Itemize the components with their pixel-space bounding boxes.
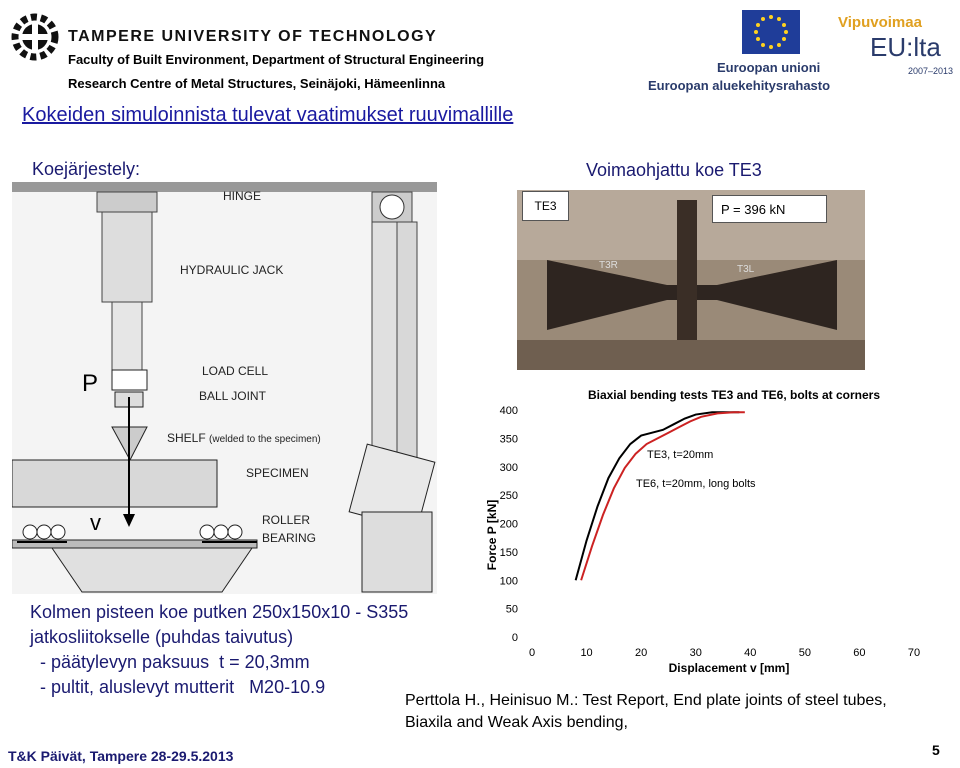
test-description [30,600,408,700]
chart-title: Biaxial bending tests TE3 and TE6, bolts at corners [587,388,881,402]
legend-te6: TE6, t=20mm, long bolts [636,478,756,490]
y-tick-label: 250 [499,490,518,503]
eulta-years: 2007–2013 [908,66,954,76]
y-tick-label: 150 [499,546,518,559]
jack-label: HYDRAULIC JACK [180,263,284,277]
x-tick-label: 10 [580,647,593,659]
x-tick-label: 30 [689,647,702,659]
y-tick-label: 300 [499,461,518,474]
vipuvoimaa-logo: Vipuvoimaa [838,14,922,31]
roller-label: ROLLER [262,513,311,527]
desc-line-1: Kolmen pisteen koe putken 250x150x10 - S355 [30,602,409,622]
reference [405,690,887,734]
desc-line-3: - päätylevyn paksuus t = 20,3mm [30,652,310,672]
eu-fund-text: Euroopan aluekehitysrahasto [648,78,831,93]
tag2-text: T3L [737,264,755,275]
university-name: TAMPERE UNIVERSITY OF TECHNOLOGY [68,28,438,45]
shelf-label [167,431,321,445]
load-cell-label: LOAD CELL [202,364,269,378]
desc-line-2: jatkosliitokselle (puhdas taivutus) [30,627,294,647]
force-displacement-chart [484,385,920,680]
x-tick-label: 0 [528,647,536,659]
test-setup-diagram [12,182,437,594]
y-tick-label: 350 [499,433,518,446]
ref-line-2: Biaxila and Weak Axis bending, [405,714,628,731]
x-tick-label: 60 [853,647,866,659]
chart-ylabel: Force P [kN] [485,499,499,571]
hinge-label: HINGE [223,189,262,203]
y-tick-label: 400 [499,405,518,417]
bearing-label: BEARING [262,531,317,545]
desc-line-4: - pultit, aluslevyt mutterit M20-10.9 [30,677,326,697]
test-label: Voimaohjattu koe TE3 [586,160,762,180]
te3-label: TE3 [522,191,569,221]
specimen-label: SPECIMEN [246,466,309,480]
footer-event: T&K Päivät, Tampere 28-29.5.2013 [8,748,234,764]
tut-gear-logo [8,10,62,64]
shelf-text: SHELF [167,431,206,445]
setup-label: Koejärjestely: [32,159,141,179]
eu-union-text: Euroopan unioni [717,60,821,75]
shelf-note: (welded to the specimen) [209,434,321,445]
x-tick-label: 20 [635,647,648,659]
x-tick-label: 40 [744,647,757,659]
v-symbol: v [90,510,101,535]
p-symbol: P [82,370,99,397]
eu-flag-icon [742,10,800,54]
y-tick-label: 50 [505,603,518,616]
legend-te3: TE3, t=20mm [647,449,714,461]
faculty-name: Faculty of Built Environment, Department of Structural Engineering [68,52,485,67]
x-tick-label: 50 [798,647,811,659]
eulta-logo: EU:lta [870,32,941,62]
slide-title: Kokeiden simuloinnista tulevat vaatimukset ruuvimallille [22,104,514,126]
ball-joint-label: BALL JOINT [199,389,266,403]
x-tick-label: 70 [907,647,920,659]
ref-line-1: Perttola H., Heinisuo M.: Test Report, End plate joints of steel tubes, [405,692,887,709]
y-tick-label: 200 [499,518,518,531]
tag1-text: T3R [599,260,618,271]
load-value-label: P = 396 kN [712,195,827,223]
page-number: 5 [932,742,940,758]
y-tick-label: 100 [499,575,518,588]
research-centre: Research Centre of Metal Structures, Seinäjoki, Hämeenlinna [68,76,446,91]
chart-xlabel: Displacement v [mm] [668,661,790,675]
y-tick-label: 0 [511,632,518,644]
